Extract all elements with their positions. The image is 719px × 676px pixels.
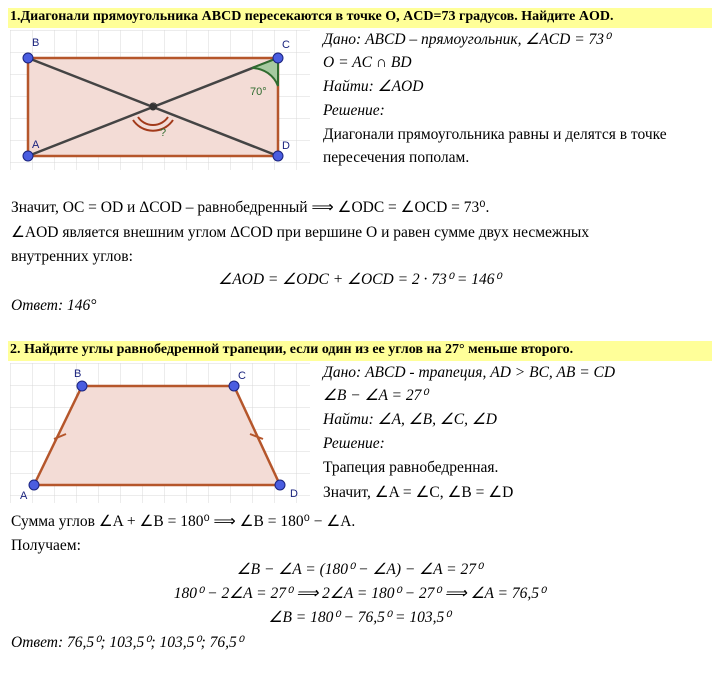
p1-answer: Ответ: 146° <box>11 297 97 314</box>
point-b <box>23 53 33 63</box>
p1-line-2: ∠AOD является внешним углом ΔCOD при вершине O и равен сумме двух несмежных <box>11 224 590 241</box>
p2-line-1: Сумма углов ∠A + ∠B = 180⁰ ⟹ ∠B = 180⁰ − ∠A. <box>11 513 356 530</box>
point-b <box>77 381 87 391</box>
p2-line-2: Получаем: <box>11 537 81 554</box>
p1-line-3: внутренних углов: <box>11 248 133 265</box>
point-a <box>29 480 39 490</box>
label-d: D <box>282 140 290 152</box>
p2-formula-2: 180⁰ − 2∠A = 27⁰ ⟹ 2∠A = 180⁰ − 27⁰ ⟹ ∠A = 76,5⁰ <box>173 585 546 602</box>
p2-find: Найти: ∠A, ∠B, ∠C, ∠D <box>323 411 497 428</box>
point-d <box>273 151 283 161</box>
problem2-title: 2. Найдите углы равнобедренной трапеции, если один из ее углов на 27° меньше второго. <box>10 342 574 357</box>
label-b: B <box>74 368 82 380</box>
p1-text-2: пересечения пополам. <box>323 149 470 166</box>
problem1-title: 1.Диагонали прямоугольника ABCD пересекаются в точке О, ACD=73 градусов. Найдите AOD. <box>10 9 614 24</box>
p2-text-2: Значит, ∠A = ∠C, ∠B = ∠D <box>323 484 514 501</box>
p1-line-1: Значит, OC = OD и ΔCOD – равнобедренный ⟹ ∠ODC = ∠OCD = 73⁰. <box>11 199 490 216</box>
p2-answer: Ответ: 76,5⁰; 103,5⁰; 103,5⁰; 76,5⁰ <box>11 634 243 651</box>
p1-find: Найти: ∠AOD <box>323 78 424 95</box>
p2-given-1: Дано: ABCD - трапеция, AD > BC, AB = CD <box>323 364 616 381</box>
point-a <box>23 151 33 161</box>
point-c <box>273 53 283 63</box>
label-c: C <box>282 39 290 51</box>
p1-text-1: Диагонали прямоугольника равны и делятся в точке <box>323 126 667 143</box>
label-c: C <box>238 370 246 382</box>
angle-c-label: 70° <box>250 86 267 98</box>
point-c <box>229 381 239 391</box>
label-a: A <box>20 490 28 502</box>
label-o: O <box>149 101 158 113</box>
p2-given-2: ∠B − ∠A = 27⁰ <box>323 387 428 404</box>
rectangle-figure <box>10 30 310 170</box>
p2-formula-1: ∠B − ∠A = (180⁰ − ∠A) − ∠A = 27⁰ <box>236 561 483 578</box>
trapezoid-figure <box>10 363 310 503</box>
p2-text-1: Трапеция равнобедренная. <box>323 459 499 476</box>
label-b: B <box>32 37 40 49</box>
p1-formula: ∠AOD = ∠ODC + ∠OCD = 2 · 73⁰ = 146⁰ <box>218 271 501 288</box>
point-d <box>275 480 285 490</box>
p2-solution-label: Решение: <box>323 435 385 452</box>
p1-given-1: Дано: ABCD – прямоугольник, ∠ACD = 73⁰ <box>323 31 611 48</box>
p1-solution-label: Решение: <box>323 102 385 119</box>
angle-o-label: ? <box>160 127 167 139</box>
label-d: D <box>290 488 298 500</box>
label-a: A <box>32 139 40 151</box>
p2-formula-3: ∠B = 180⁰ − 76,5⁰ = 103,5⁰ <box>268 609 451 626</box>
p1-given-2: O = AC ∩ BD <box>323 54 412 71</box>
